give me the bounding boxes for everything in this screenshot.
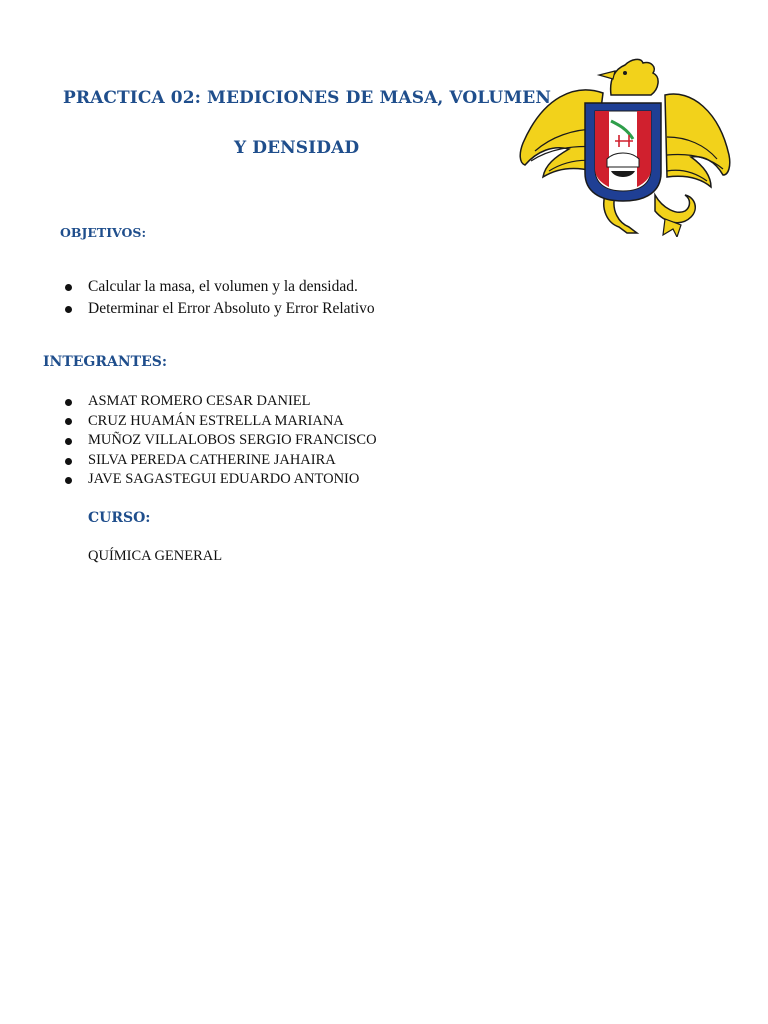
list-item: JAVE SAGASTEGUI EDUARDO ANTONIO bbox=[65, 470, 377, 490]
curso-value: QUÍMICA GENERAL bbox=[88, 548, 223, 564]
list-item: MUÑOZ VILLALOBOS SERGIO FRANCISCO bbox=[65, 431, 377, 451]
list-item: CRUZ HUAMÁN ESTRELLA MARIANA bbox=[65, 412, 377, 432]
right-wing bbox=[665, 94, 730, 187]
list-item: Calcular la masa, el volumen y la densidad. bbox=[65, 276, 375, 298]
shield bbox=[585, 103, 661, 201]
griffin-head bbox=[599, 59, 658, 95]
objetivos-heading: OBJETIVOS: bbox=[60, 225, 147, 240]
list-item: ASMAT ROMERO CESAR DANIEL bbox=[65, 392, 377, 412]
university-crest-icon bbox=[515, 55, 733, 237]
list-item: SILVA PEREDA CATHERINE JAHAIRA bbox=[65, 451, 377, 471]
page-title-line-1: PRACTICA 02: MEDICIONES DE MASA, VOLUMEN bbox=[63, 88, 551, 108]
integrantes-heading: INTEGRANTES: bbox=[43, 354, 168, 370]
objetivos-list bbox=[65, 276, 375, 320]
curso-heading: CURSO: bbox=[88, 510, 151, 526]
integrantes-list bbox=[65, 392, 377, 490]
list-item: Determinar el Error Absoluto y Error Relativo bbox=[65, 298, 375, 320]
page-title-line-2: Y DENSIDAD bbox=[234, 138, 360, 158]
